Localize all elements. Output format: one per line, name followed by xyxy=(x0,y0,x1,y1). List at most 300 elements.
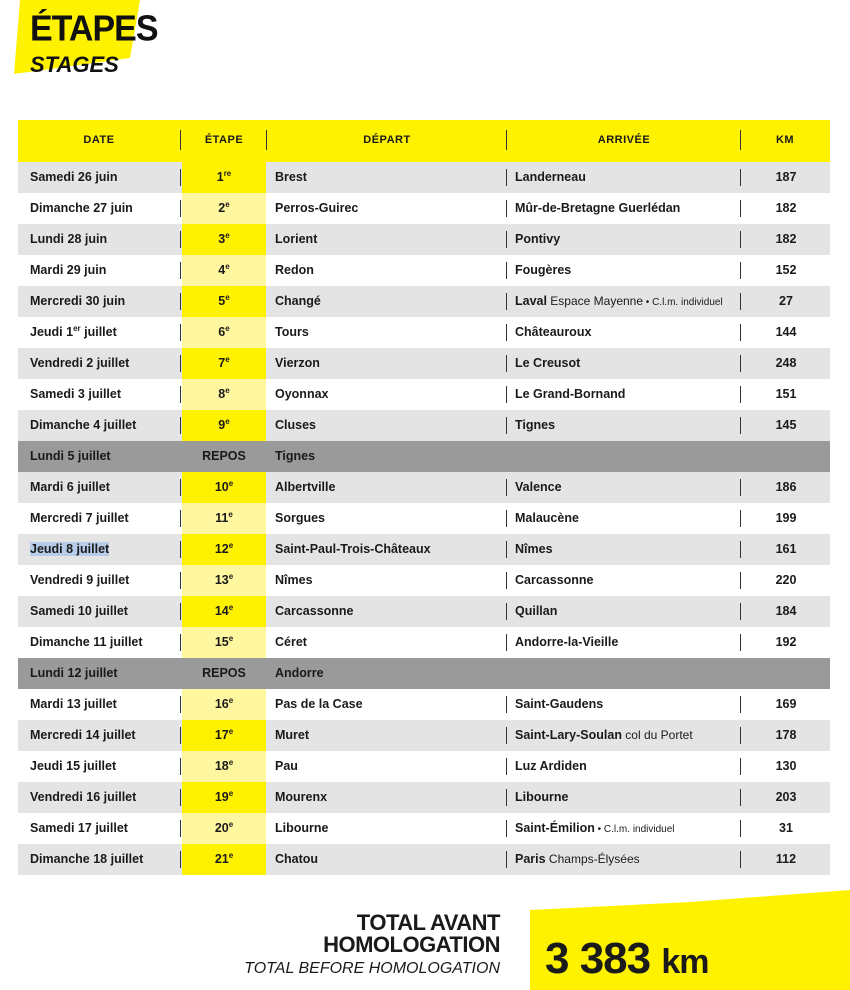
row-date-text: Samedi 17 juillet xyxy=(30,821,128,835)
arrivee-city: Le Creusot xyxy=(515,356,581,370)
table-row xyxy=(18,565,830,596)
row-arrivee xyxy=(515,317,745,348)
row-date xyxy=(30,720,180,751)
stage-number: 5 xyxy=(218,294,226,308)
stage-number: REPOS xyxy=(202,666,246,680)
stage-number: 15 xyxy=(214,635,229,649)
row-km: 31 xyxy=(779,821,793,835)
row-separator xyxy=(740,479,741,496)
row-arrivee xyxy=(515,224,745,255)
table-body xyxy=(18,162,830,875)
stage-number: 14 xyxy=(214,604,229,618)
arrivee-city: Carcassonne xyxy=(515,573,594,587)
stage-number: 4 xyxy=(218,263,226,277)
row-separator xyxy=(506,169,507,186)
table-row xyxy=(18,379,830,410)
row-date-text: Samedi 10 juillet xyxy=(30,604,128,618)
stage-ordinal: e xyxy=(228,633,234,643)
row-depart: Pau xyxy=(275,759,298,773)
row-separator xyxy=(506,324,507,341)
stage-ordinal: e xyxy=(228,602,234,612)
row-stage xyxy=(182,348,266,379)
stage-number: 13 xyxy=(214,573,229,587)
row-separator xyxy=(180,603,181,620)
row-date xyxy=(30,441,180,472)
row-arrivee xyxy=(515,813,745,844)
row-separator xyxy=(506,417,507,434)
row-depart: Vierzon xyxy=(275,356,320,370)
row-depart: Mourenx xyxy=(275,790,328,804)
row-stage xyxy=(182,813,266,844)
stage-number: 21 xyxy=(214,852,229,866)
row-separator xyxy=(506,727,507,744)
stage-ordinal: e xyxy=(228,540,234,550)
stage-number: 20 xyxy=(214,821,229,835)
header-date: DATE xyxy=(83,134,115,146)
row-separator xyxy=(740,634,741,651)
arrivee-city: Andorre-la-Vieille xyxy=(515,635,619,649)
title-block xyxy=(0,0,200,90)
row-separator xyxy=(740,200,741,217)
row-arrivee xyxy=(515,844,745,875)
row-separator xyxy=(180,200,181,217)
row-separator xyxy=(506,758,507,775)
row-km: 192 xyxy=(775,635,797,649)
row-date xyxy=(30,379,180,410)
header-stage: ÉTAPE xyxy=(204,134,244,146)
table-row xyxy=(18,193,830,224)
row-stage xyxy=(182,503,266,534)
row-separator xyxy=(180,386,181,403)
row-separator xyxy=(506,851,507,868)
row-separator xyxy=(180,541,181,558)
stage-ordinal: e xyxy=(228,788,234,798)
stages-table xyxy=(18,120,830,875)
row-separator xyxy=(506,572,507,589)
table-row xyxy=(18,503,830,534)
row-arrivee xyxy=(515,627,745,658)
row-date-text: Lundi 28 juin xyxy=(30,232,108,246)
total-unit: km xyxy=(661,943,709,981)
table-row xyxy=(18,348,830,379)
row-km: 161 xyxy=(775,542,797,556)
row-separator xyxy=(740,541,741,558)
row-date-text: Mercredi 14 juillet xyxy=(30,728,136,742)
row-km: 152 xyxy=(775,263,797,277)
row-stage xyxy=(182,658,266,689)
table-row xyxy=(18,844,830,875)
arrivee-city: Le Grand-Bornand xyxy=(515,387,626,401)
arrivee-detail: col du Portet xyxy=(621,728,693,742)
row-separator xyxy=(740,727,741,744)
stage-number: 12 xyxy=(214,542,229,556)
arrivee-city: Valence xyxy=(515,480,562,494)
arrivee-note: • C.l.m. individuel xyxy=(594,824,675,835)
stage-ordinal: e xyxy=(228,478,234,488)
table-row xyxy=(18,472,830,503)
row-separator xyxy=(506,262,507,279)
row-stage xyxy=(182,534,266,565)
row-depart: Lorient xyxy=(275,232,318,246)
row-separator xyxy=(740,262,741,279)
row-stage xyxy=(182,379,266,410)
stage-ordinal: e xyxy=(225,292,230,302)
row-separator xyxy=(740,355,741,372)
stage-number: 1 xyxy=(216,170,224,184)
header-separator xyxy=(506,130,507,150)
rest-day-row xyxy=(18,658,830,689)
row-depart: Pas de la Case xyxy=(275,697,363,711)
arrivee-city: Mûr-de-Bretagne Guerlédan xyxy=(515,201,681,215)
row-separator xyxy=(180,355,181,372)
row-separator xyxy=(506,231,507,248)
header-separator xyxy=(180,130,181,150)
row-separator xyxy=(180,417,181,434)
row-km: 220 xyxy=(775,573,797,587)
total-label-line1: TOTAL AVANT xyxy=(356,910,500,935)
row-separator xyxy=(740,169,741,186)
row-stage xyxy=(182,720,266,751)
rest-day-row xyxy=(18,441,830,472)
row-date xyxy=(30,410,180,441)
row-stage xyxy=(182,224,266,255)
table-row xyxy=(18,751,830,782)
row-depart: Céret xyxy=(275,635,307,649)
row-separator xyxy=(740,603,741,620)
row-depart: Perros-Guirec xyxy=(275,201,359,215)
row-arrivee xyxy=(515,348,745,379)
row-date-text: Jeudi 1 xyxy=(30,325,74,339)
row-date xyxy=(30,503,180,534)
arrivee-city: Laval xyxy=(515,294,547,308)
row-arrivee xyxy=(515,720,745,751)
stage-ordinal: e xyxy=(228,757,234,767)
row-km: 199 xyxy=(775,511,797,525)
row-arrivee xyxy=(515,689,745,720)
table-row xyxy=(18,813,830,844)
stage-number: 6 xyxy=(218,325,226,339)
row-depart: Chatou xyxy=(275,852,319,866)
row-separator xyxy=(180,851,181,868)
row-date-text: Jeudi 15 juillet xyxy=(30,759,117,773)
row-date-text: Samedi 3 juillet xyxy=(30,387,122,401)
row-date xyxy=(30,162,180,193)
header-km: KM xyxy=(775,134,795,146)
row-stage xyxy=(182,565,266,596)
row-separator xyxy=(180,789,181,806)
row-depart: Oyonnax xyxy=(275,387,329,401)
header-arrivee: ARRIVÉE xyxy=(597,134,651,146)
row-separator xyxy=(506,355,507,372)
row-km: 130 xyxy=(775,759,797,773)
row-date xyxy=(30,534,180,565)
row-km: 27 xyxy=(779,294,793,308)
header-separator xyxy=(266,130,267,150)
row-separator xyxy=(506,789,507,806)
total-label-line2: HOMOLOGATION xyxy=(323,932,500,957)
row-date xyxy=(30,658,180,689)
stage-ordinal: e xyxy=(228,695,234,705)
row-arrivee xyxy=(515,534,745,565)
row-date-text: Vendredi 2 juillet xyxy=(30,356,130,370)
row-depart: Brest xyxy=(275,170,307,184)
row-date-text: Dimanche 11 juillet xyxy=(30,635,143,649)
stage-ordinal: e xyxy=(228,819,234,829)
total-label-english: TOTAL BEFORE HOMOLOGATION xyxy=(244,960,500,977)
row-km: 203 xyxy=(775,790,797,804)
row-separator xyxy=(740,293,741,310)
row-separator xyxy=(506,293,507,310)
arrivee-city: Malaucène xyxy=(515,511,579,525)
row-km: 186 xyxy=(775,480,797,494)
row-separator xyxy=(506,696,507,713)
row-arrivee xyxy=(515,379,745,410)
stage-ordinal: e xyxy=(228,571,234,581)
row-separator xyxy=(506,510,507,527)
row-date xyxy=(30,255,180,286)
row-arrivee xyxy=(515,410,745,441)
row-date xyxy=(30,472,180,503)
stage-ordinal: e xyxy=(228,509,233,519)
row-separator xyxy=(180,169,181,186)
row-separator xyxy=(180,696,181,713)
selected-text[interactable] xyxy=(30,542,109,556)
row-date-text: Dimanche 4 juillet xyxy=(30,418,137,432)
stage-ordinal: e xyxy=(225,416,230,426)
row-date-text: Mardi 6 juillet xyxy=(30,480,110,494)
row-separator xyxy=(740,758,741,775)
row-separator xyxy=(180,262,181,279)
stage-ordinal: re xyxy=(223,168,232,178)
row-date-text: Mercredi 7 juillet xyxy=(30,511,129,525)
table-row xyxy=(18,255,830,286)
row-date-text: Vendredi 9 juillet xyxy=(30,573,130,587)
row-date xyxy=(30,348,180,379)
row-stage xyxy=(182,286,266,317)
row-separator xyxy=(506,820,507,837)
row-separator xyxy=(180,634,181,651)
row-km: 169 xyxy=(775,697,797,711)
row-stage xyxy=(182,162,266,193)
arrivee-note: • C.l.m. individuel xyxy=(643,297,723,308)
row-date xyxy=(30,751,180,782)
row-stage xyxy=(182,193,266,224)
row-km: 178 xyxy=(775,728,797,742)
row-separator xyxy=(180,231,181,248)
table-row xyxy=(18,596,830,627)
row-separator xyxy=(740,324,741,341)
stage-ordinal: e xyxy=(228,726,234,736)
row-arrivee xyxy=(515,162,745,193)
stage-number: REPOS xyxy=(202,449,246,463)
row-date-text: Vendredi 16 juillet xyxy=(30,790,137,804)
row-date-text: Mardi 13 juillet xyxy=(30,697,117,711)
stage-number: 10 xyxy=(214,480,229,494)
row-depart: Muret xyxy=(275,728,310,742)
row-km: 182 xyxy=(775,201,797,215)
total-block xyxy=(0,880,850,990)
row-date xyxy=(30,596,180,627)
stage-number: 8 xyxy=(218,387,226,401)
row-separator xyxy=(180,324,181,341)
row-separator xyxy=(506,200,507,217)
row-stage xyxy=(182,689,266,720)
total-value: 3 383 xyxy=(545,934,651,983)
row-separator xyxy=(180,758,181,775)
arrivee-city: Châteauroux xyxy=(515,325,592,339)
row-separator xyxy=(180,572,181,589)
row-depart: Carcassonne xyxy=(275,604,354,618)
row-depart: Libourne xyxy=(275,821,329,835)
header-depart: DÉPART xyxy=(363,134,411,146)
row-date xyxy=(30,813,180,844)
table-row xyxy=(18,689,830,720)
row-separator xyxy=(740,696,741,713)
row-depart: Redon xyxy=(275,263,314,277)
table-row xyxy=(18,627,830,658)
row-separator xyxy=(506,634,507,651)
row-km: 144 xyxy=(775,325,797,339)
row-date xyxy=(30,193,180,224)
arrivee-city: Paris xyxy=(515,852,546,866)
row-depart: Tignes xyxy=(275,449,316,463)
row-arrivee xyxy=(515,782,745,813)
row-separator xyxy=(740,417,741,434)
stage-number: 7 xyxy=(218,356,226,370)
row-depart: Saint-Paul-Trois-Châteaux xyxy=(275,542,431,556)
row-depart: Andorre xyxy=(275,666,324,680)
row-date xyxy=(30,565,180,596)
row-depart: Tours xyxy=(275,325,309,339)
row-separator xyxy=(180,727,181,744)
row-stage xyxy=(182,596,266,627)
row-separator xyxy=(740,851,741,868)
row-date-text: Dimanche 27 juin xyxy=(30,201,133,215)
row-date-text: Samedi 26 juin xyxy=(30,170,118,184)
row-date xyxy=(30,224,180,255)
row-date xyxy=(30,286,180,317)
arrivee-city: Tignes xyxy=(515,418,556,432)
row-km: 187 xyxy=(775,170,797,184)
row-stage xyxy=(182,751,266,782)
row-stage xyxy=(182,844,266,875)
row-km: 182 xyxy=(775,232,797,246)
row-depart: Albertville xyxy=(275,480,336,494)
arrivee-detail: Espace Mayenne xyxy=(546,294,644,308)
row-date xyxy=(30,317,180,348)
row-date-text: Lundi 12 juillet xyxy=(30,666,118,680)
total-distance xyxy=(545,934,708,984)
row-separator xyxy=(180,820,181,837)
stage-ordinal: e xyxy=(225,354,230,364)
row-stage xyxy=(182,410,266,441)
stage-number: 9 xyxy=(218,418,226,432)
stage-ordinal: e xyxy=(225,385,230,395)
row-arrivee xyxy=(515,503,745,534)
row-separator xyxy=(740,510,741,527)
arrivee-city: Quillan xyxy=(515,604,558,618)
row-date-text: Jeudi 8 juillet xyxy=(30,542,110,556)
table-row xyxy=(18,534,830,565)
arrivee-city: Libourne xyxy=(515,790,569,804)
row-stage xyxy=(182,782,266,813)
table-row xyxy=(18,317,830,348)
table-row xyxy=(18,162,830,193)
row-depart: Changé xyxy=(275,294,321,308)
stage-number: 2 xyxy=(218,201,226,215)
row-arrivee xyxy=(515,565,745,596)
row-separator xyxy=(506,603,507,620)
row-date-sup: er xyxy=(73,323,81,333)
page-subtitle: STAGES xyxy=(30,52,119,77)
arrivee-detail: Champs-Élysées xyxy=(545,852,640,866)
stage-ordinal: e xyxy=(225,261,230,271)
row-separator xyxy=(740,820,741,837)
row-separator xyxy=(506,479,507,496)
row-separator xyxy=(740,386,741,403)
row-date-text: Mardi 29 juin xyxy=(30,263,107,277)
stage-ordinal: e xyxy=(225,199,230,209)
row-date xyxy=(30,782,180,813)
arrivee-city: Fougères xyxy=(515,263,572,277)
row-separator xyxy=(506,541,507,558)
row-depart: Cluses xyxy=(275,418,316,432)
arrivee-city: Pontivy xyxy=(515,232,561,246)
arrivee-city: Nîmes xyxy=(515,542,553,556)
row-separator xyxy=(740,231,741,248)
row-arrivee xyxy=(515,255,745,286)
row-km: 151 xyxy=(775,387,797,401)
row-arrivee xyxy=(515,286,745,317)
row-stage xyxy=(182,317,266,348)
row-separator xyxy=(740,789,741,806)
row-depart: Nîmes xyxy=(275,573,313,587)
row-stage xyxy=(182,627,266,658)
row-date xyxy=(30,844,180,875)
table-row xyxy=(18,720,830,751)
arrivee-city: Saint-Gaudens xyxy=(515,697,604,711)
stage-number: 3 xyxy=(218,232,226,246)
row-stage xyxy=(182,472,266,503)
page-title: ÉTAPES xyxy=(30,9,158,49)
table-row xyxy=(18,410,830,441)
arrivee-city: Saint-Émilion xyxy=(515,821,595,835)
row-separator xyxy=(180,479,181,496)
table-row xyxy=(18,224,830,255)
stage-number: 11 xyxy=(215,511,229,525)
row-km: 112 xyxy=(775,852,797,866)
row-date-text2: juillet xyxy=(80,325,117,339)
row-separator xyxy=(180,510,181,527)
row-depart: Sorgues xyxy=(275,511,326,525)
stage-ordinal: e xyxy=(225,230,230,240)
stage-number: 18 xyxy=(214,759,229,773)
stage-number: 17 xyxy=(214,728,229,742)
arrivee-city: Luz Ardiden xyxy=(515,759,587,773)
row-arrivee xyxy=(515,596,745,627)
row-date-text: Dimanche 18 juillet xyxy=(30,852,144,866)
arrivee-city: Saint-Lary-Soulan xyxy=(515,728,622,742)
row-km: 145 xyxy=(775,418,797,432)
row-km: 184 xyxy=(775,604,797,618)
row-arrivee xyxy=(515,751,745,782)
row-arrivee xyxy=(515,193,745,224)
header-separator xyxy=(740,130,741,150)
arrivee-city: Landerneau xyxy=(515,170,586,184)
row-date-text: Mercredi 30 juin xyxy=(30,294,126,308)
row-stage xyxy=(182,441,266,472)
table-row xyxy=(18,782,830,813)
